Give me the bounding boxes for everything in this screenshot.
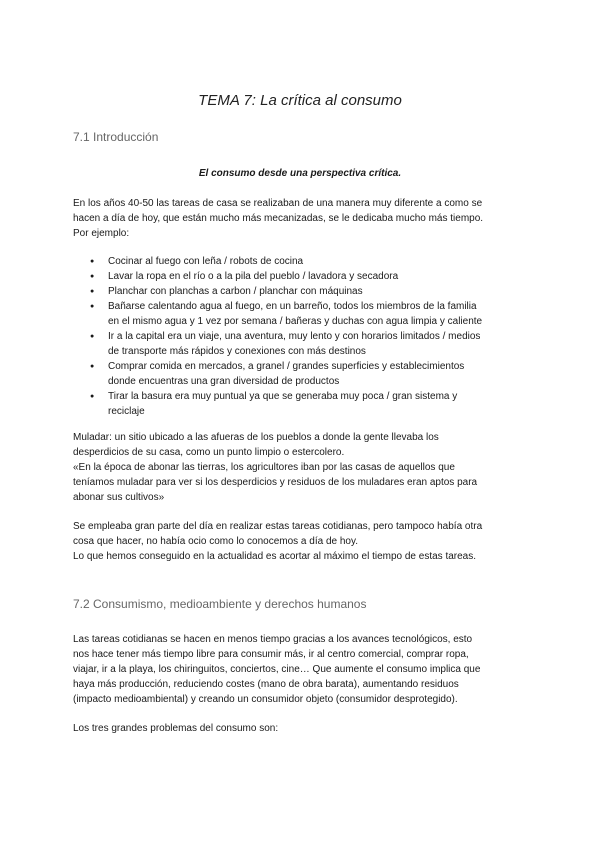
consumismo-paragraph — [73, 632, 533, 707]
text-line: Muladar: un sitio ubicado a las afueras de los pueblos a donde la gente llevaba los — [73, 432, 439, 443]
intro-paragraph — [73, 196, 533, 241]
list-item-text: de transporte más rápidos y conexiones con más destinos — [108, 346, 366, 357]
time-paragraph — [73, 519, 533, 564]
text-line: Las tareas cotidianas se hacen en menos tiempo gracias a los avances tecnológicos, esto — [73, 634, 473, 645]
list-item-text: en el mismo agua y 1 vez por semana / bañeras y duchas con agua limpia y caliente — [108, 316, 483, 327]
list-item-text: ● Cocinar al fuego con leña / robots de cocina — [108, 256, 304, 267]
text-line: En los años 40-50 las tareas de casa se realizaban de una manera muy diferente a como se — [73, 198, 483, 209]
text-line: Se empleaba gran parte del día en realizar estas tareas cotidianas, pero tampoco había otra — [73, 521, 483, 532]
list-item-text: ● Bañarse calentando agua al fuego, en un barreño, todos los miembros de la familia — [108, 301, 477, 312]
list-item — [90, 359, 530, 389]
list-item — [90, 254, 530, 269]
list-item-text: ● Tirar la basura era muy puntual ya que se generaba muy poca / gran sistema y — [108, 391, 458, 402]
list-item-text: ● Planchar con planchas a carbon / planchar con máquinas — [108, 286, 363, 297]
closing-paragraph: Los tres grandes problemas del consumo son: — [73, 723, 279, 734]
list-item — [90, 299, 530, 329]
text-line: Lo que hemos conseguido en la actualidad es acortar al máximo el tiempo de estas tareas. — [73, 551, 477, 562]
text-line: nos hace tener más tiempo libre para consumir más, ir al centro comercial, comprar ropa, — [73, 649, 469, 660]
list-item — [90, 269, 530, 284]
text-line: Por ejemplo: — [73, 228, 130, 239]
list-item-text: ● Ir a la capital era un viaje, una aventura, muy lento y con horarios limitados / medios — [108, 331, 481, 342]
list-item — [90, 284, 530, 299]
list-item-text: reciclaje — [108, 406, 145, 417]
text-line: haya más producción, reduciendo costes (mano de obra barata), aumentando residuos — [73, 679, 459, 690]
text-line: viajar, ir a la playa, los chiringuitos, conciertos, cine… Que aumente el consumo implica que — [73, 664, 481, 675]
text-line: «En la época de abonar las tierras, los agricultores iban por las casas de aquellos que — [73, 462, 455, 473]
list-item-text: ● Comprar comida en mercados, a granel / grandes superficies y establecimientos — [108, 361, 465, 372]
text-line: hacen a día de hoy, que están mucho más mecanizadas, se le dedicaba mucho más tiempo. — [73, 213, 484, 224]
document-title: TEMA 7: La crítica al consumo — [198, 92, 402, 109]
examples-list — [90, 254, 530, 419]
muladar-paragraph — [73, 430, 533, 505]
text-line: teníamos muladar para ver si los desperdicios y residuos de los muladares eran aptos para — [73, 477, 478, 488]
text-line: cosa que hacer, no había ocio como lo conocemos a día de hoy. — [73, 536, 358, 547]
text-line: (impacto medioambiental) y creando un consumidor objeto (consumidor desprotegido). — [73, 694, 458, 705]
section-heading-introduccion: 7.1 Introducción — [73, 130, 159, 144]
section-heading-consumismo: 7.2 Consumismo, medioambiente y derechos humanos — [73, 597, 367, 611]
list-item — [90, 389, 530, 419]
list-item — [90, 329, 530, 359]
text-line: abonar sus cultivos» — [73, 492, 165, 503]
section-subtitle: El consumo desde una perspectiva crítica. — [198, 168, 402, 179]
list-item-text: ● Lavar la ropa en el río o a la pila del pueblo / lavadora y secadora — [108, 271, 399, 282]
text-line: desperdicios de su casa, como un punto limpio o estercolero. — [73, 447, 345, 458]
list-item-text: donde encuentras una gran diversidad de productos — [108, 376, 340, 387]
